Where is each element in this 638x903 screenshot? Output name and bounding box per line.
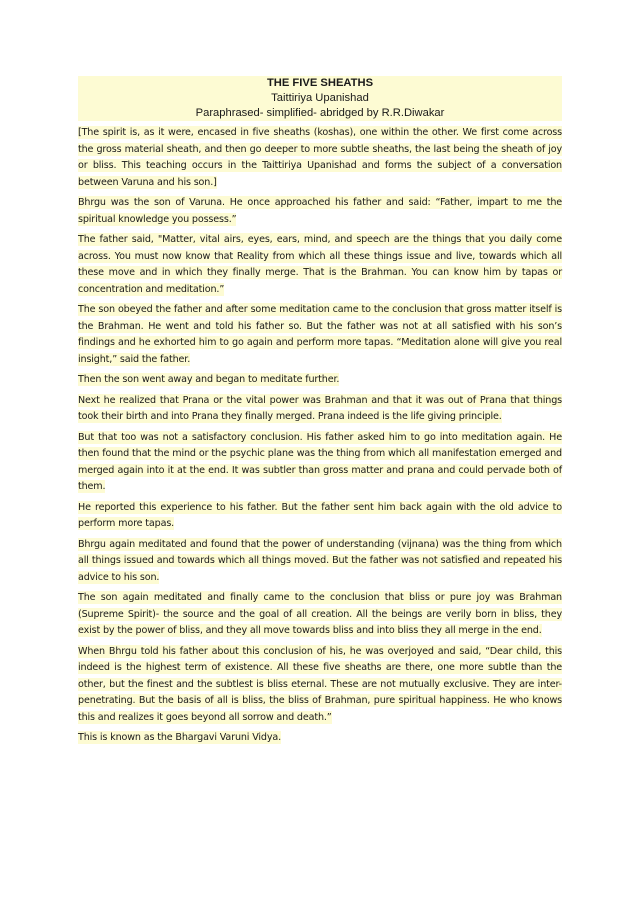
title-text: THE FIVE SHEATHS	[78, 76, 562, 91]
document-title	[78, 76, 562, 91]
document-credit	[78, 106, 562, 121]
paragraph	[78, 372, 562, 389]
paragraph	[78, 302, 562, 368]
paragraph	[78, 195, 562, 228]
paragraph-text: Bhrgu was the son of Varuna. He once approached his father and said: “Father, impart to me the spiritual knowledge you possess.”	[78, 197, 562, 225]
source-text: Taittiriya Upanishad	[78, 91, 562, 106]
paragraph-text: [The spirit is, as it were, encased in five sheaths (koshas), one within the other. We first come across the gross material sheath, and then go deeper to more subtle sheaths, the last being the sheath of joy or bliss. This teaching occurs in the Taittiriya Upanishad and forms the subject of a conversation between Varuna and his son.]	[78, 127, 562, 188]
paragraph-text: Next he realized that Prana or the vital power was Brahman and that it was out of Prana that things took their birth and into Prana they finally merged. Prana indeed is the life giving principle.	[78, 394, 562, 422]
paragraph-text: The father said, "Matter, vital airs, eyes, ears, mind, and speech are the things that you daily come across. You must now know that Reality from which all these things issue and live, towards which all these move and in which they finally merge. That is the Brahman. You can know him by tapas or concentration and meditation.”	[78, 234, 562, 295]
paragraph	[78, 537, 562, 587]
document-page	[78, 76, 562, 747]
paragraph-intro	[78, 125, 562, 191]
credit-text: Paraphrased- simplified- abridged by R.R.Diwakar	[78, 106, 562, 121]
paragraph-text: When Bhrgu told his father about this conclusion of his, he was overjoyed and said, “Dear child, this indeed is the highest term of existence. All these five sheaths are there, one more subtle than the other, but the finest and the subtlest is bliss eternal. These are not mutually exclusive. They are inter-penetrating. But the basis of all is bliss, the bliss of Brahman, pure spiritual happiness. He who knows this and realizes it goes beyond all sorrow and death.”	[78, 645, 562, 723]
paragraph	[78, 393, 562, 426]
paragraph-text: The son again meditated and finally came to the conclusion that bliss or pure joy was Brahman (Supreme Spirit)- the source and the goal of all creation. All the beings are verily born in bliss, they exist by the power of bliss, and they all move towards bliss and into bliss they all merge in the end.	[78, 592, 562, 636]
paragraph-text: Bhrgu again meditated and found that the power of understanding (vijnana) was the thing from which all things issued and towards which all things moved. But the father was not satisfied and repeated his advice to his son.	[78, 538, 562, 583]
paragraph-text: But that too was not a satisfactory conclusion. His father asked him to go into meditation again. He then found that the mind or the psychic plane was the thing from which all manifestation emerged and merged again into it at the end. It was subtler than gross matter and prana and could pervade both of them.	[78, 431, 562, 492]
document-source	[78, 91, 562, 106]
paragraph-text: Then the son went away and began to meditate further.	[78, 374, 340, 385]
paragraph	[78, 430, 562, 496]
paragraph	[78, 232, 562, 298]
paragraph	[78, 500, 562, 533]
paragraph-text: This is known as the Bhargavi Varuni Vidya.	[78, 732, 282, 743]
paragraph-closing	[78, 730, 562, 747]
paragraph	[78, 590, 562, 640]
paragraph	[78, 644, 562, 727]
paragraph-text: He reported this experience to his father. But the father sent him back again with the old advice to perform more tapas.	[78, 501, 562, 529]
paragraph-text: The son obeyed the father and after some meditation came to the conclusion that gross matter itself is the Brahman. He went and told his father so. But the father was not at all satisfied with his son’s findings and he exhorted him to go again and perform more tapas. “Meditation alone will give you real insight,” said the father.	[78, 304, 562, 365]
